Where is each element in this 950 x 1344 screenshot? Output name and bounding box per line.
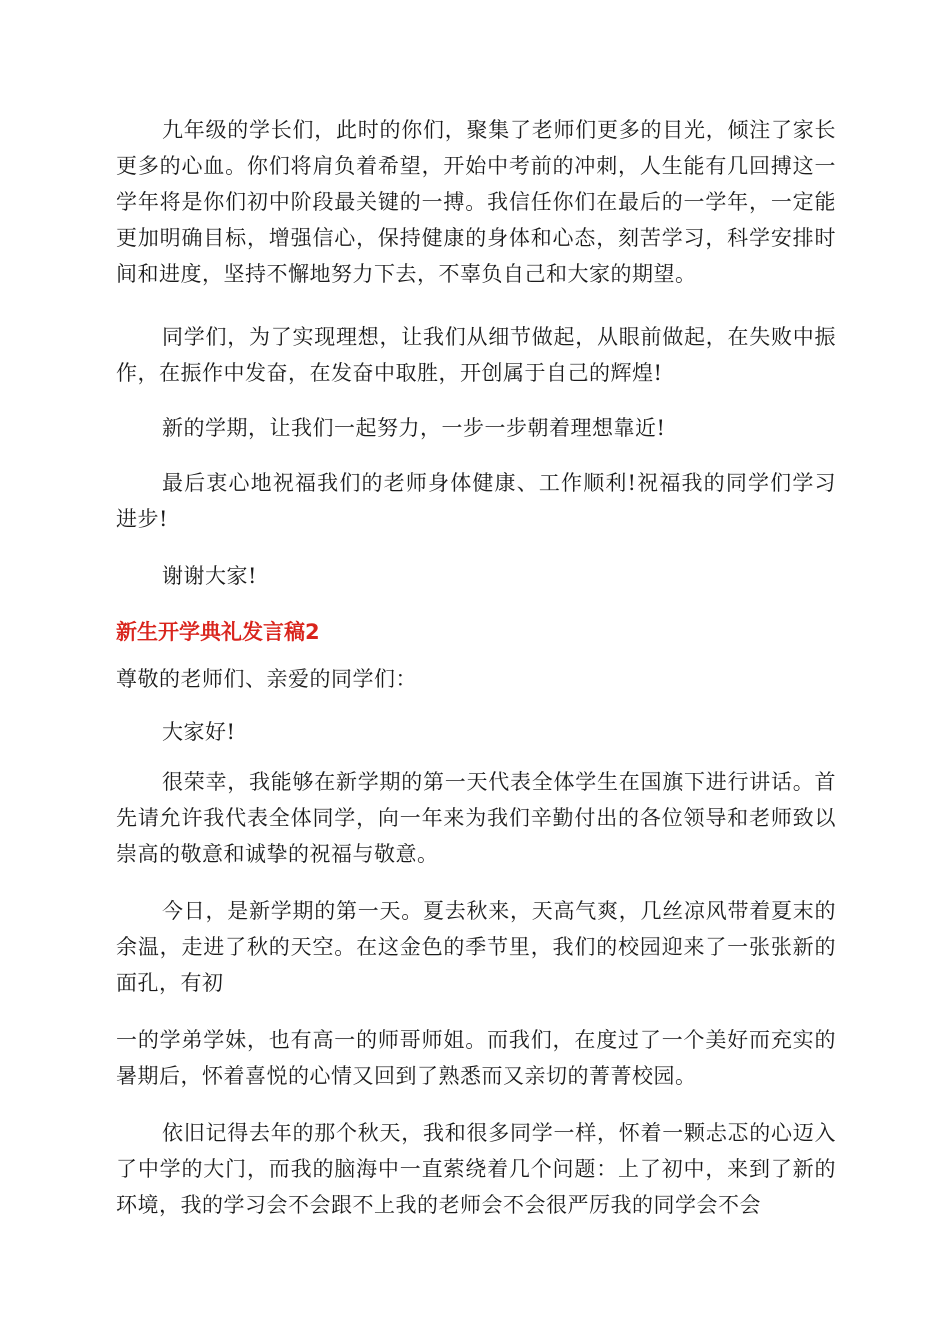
paragraph-new-semester: 新的学期，让我们一起努力，一步一步朝着理想靠近! [162, 416, 666, 440]
salutation: 尊敬的老师们、亲爱的同学们： [116, 667, 417, 691]
paragraph-ninth-graders: 九年级的学长们，此时的你们，聚集了老师们更多的目光，倾注了家长更多的心血。你们将肩负着希望，开始中考前的冲刺，人生能有几回搏这一学年将是你们初中阶段最关键的一搏。我信任你们在最后的一学年，一定能更加明确目标，增强信心，保持健康的身体和心态，刻苦学习，科学安排时间和进度，坚持不懈地努力下去，不辜负自己和大家的期望。 [116, 118, 836, 286]
paragraph-honor: 很荣幸，我能够在新学期的第一天代表全体学生在国旗下进行讲话。首先请允许我代表全体同学，向一年来为我们辛勤付出的各位领导和老师致以崇高的敬意和诚挚的祝福与敬意。 [116, 770, 836, 866]
greeting: 大家好! [162, 720, 236, 744]
paragraph-first-day: 今日，是新学期的第一天。夏去秋来，天高气爽，几丝凉风带着夏末的余温，走进了秋的天空。在这金色的季节里，我们的校园迎来了一张张新的面孔，有初 [116, 899, 836, 995]
paragraph-blessings: 最后衷心地祝福我们的老师身体健康、工作顺利!祝福我的同学们学习进步! [116, 471, 836, 531]
paragraph-returning: 一的学弟学妹，也有高一的师哥师姐。而我们，在度过了一个美好而充实的暑期后，怀着喜悦的心情又回到了熟悉而又亲切的菁菁校园。 [116, 1028, 836, 1088]
section-heading: 新生开学典礼发言稿2 [116, 620, 320, 644]
paragraph-memories: 依旧记得去年的那个秋天，我和很多同学一样，怀着一颗忐忑的心迈入了中学的大门，而我的脑海中一直萦绕着几个问题：上了初中，来到了新的环境，我的学习会不会跟不上我的老师会不会很严厉我的同学会不会 [116, 1121, 836, 1217]
paragraph-thanks: 谢谢大家! [162, 564, 257, 588]
paragraph-ideals: 同学们，为了实现理想，让我们从细节做起，从眼前做起，在失败中振作，在振作中发奋，在发奋中取胜，开创属于自己的辉煌! [116, 325, 836, 385]
